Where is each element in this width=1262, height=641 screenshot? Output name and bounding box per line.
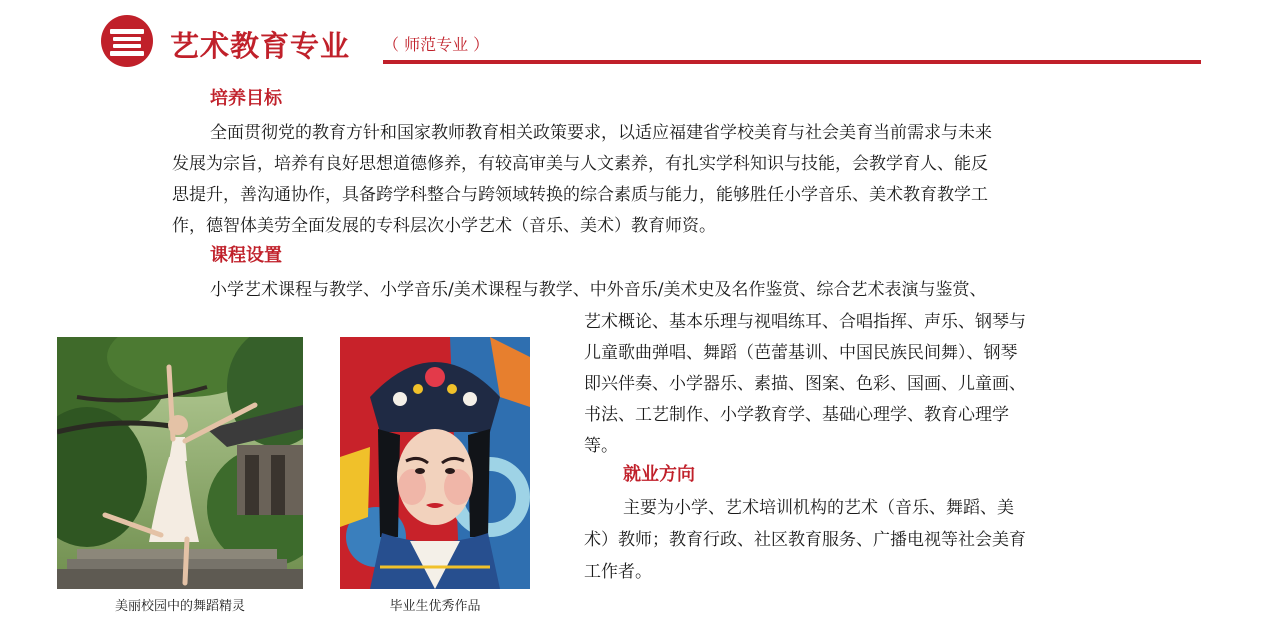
goal-line: 作，德智体美劳全面发展的专科层次小学艺术（音乐、美术）教育师资。: [172, 216, 716, 236]
goal-line: 发展为宗旨，培养有良好思想道德修养，有较高审美与人文素养，有扎实学科知识与技能，会教学育人、能反: [172, 154, 988, 174]
courses-line: 小学艺术课程与教学、小学音乐/美术课程与教学、中外音乐/美术史及名作鉴赏、综合艺术表演与鉴赏、: [210, 280, 987, 300]
page-subtitle: （ 师范专业 ）: [383, 35, 490, 54]
photo-caption: 美丽校园中的舞蹈精灵: [114, 599, 245, 614]
career-line: 工作者。: [584, 562, 652, 582]
courses-line: 等。: [584, 436, 618, 456]
book-logo-icon: [100, 14, 154, 68]
section-heading-career: 就业方向: [623, 464, 695, 485]
section-heading-courses: 课程设置: [210, 245, 282, 266]
courses-line: 书法、工艺制作、小学教育学、基础心理学、教育心理学: [584, 405, 1009, 425]
dancer-photo: [57, 337, 303, 589]
goal-line: 思提升，善沟通协作，具备跨学科整合与跨领域转换的综合素质与能力，能够胜任小学音乐、美术教育教学工: [172, 185, 988, 205]
career-line: 主要为小学、艺术培训机构的艺术（音乐、舞蹈、美: [623, 498, 1014, 518]
section-heading-goal: 培养目标: [210, 88, 282, 109]
page-title: 艺术教育专业: [170, 29, 351, 63]
courses-line: 即兴伴奏、小学器乐、素描、图案、色彩、国画、儿童画、: [584, 374, 1026, 394]
courses-line: 艺术概论、基本乐理与视唱练耳、合唱指挥、声乐、钢琴与: [584, 312, 1026, 332]
courses-line: 儿童歌曲弹唱、舞蹈（芭蕾基训、中国民族民间舞）、钢琴: [584, 343, 1018, 363]
goal-line: 全面贯彻党的教育方针和国家教师教育相关政策要求，以适应福建省学校美育与社会美育当前需求与未来: [210, 123, 992, 143]
opera-painting-photo: [340, 337, 530, 589]
career-line: 术）教师；教育行政、社区教育服务、广播电视等社会美育: [584, 530, 1026, 550]
photo-caption: 毕业生优秀作品: [389, 599, 481, 614]
header-divider: [383, 60, 1201, 64]
